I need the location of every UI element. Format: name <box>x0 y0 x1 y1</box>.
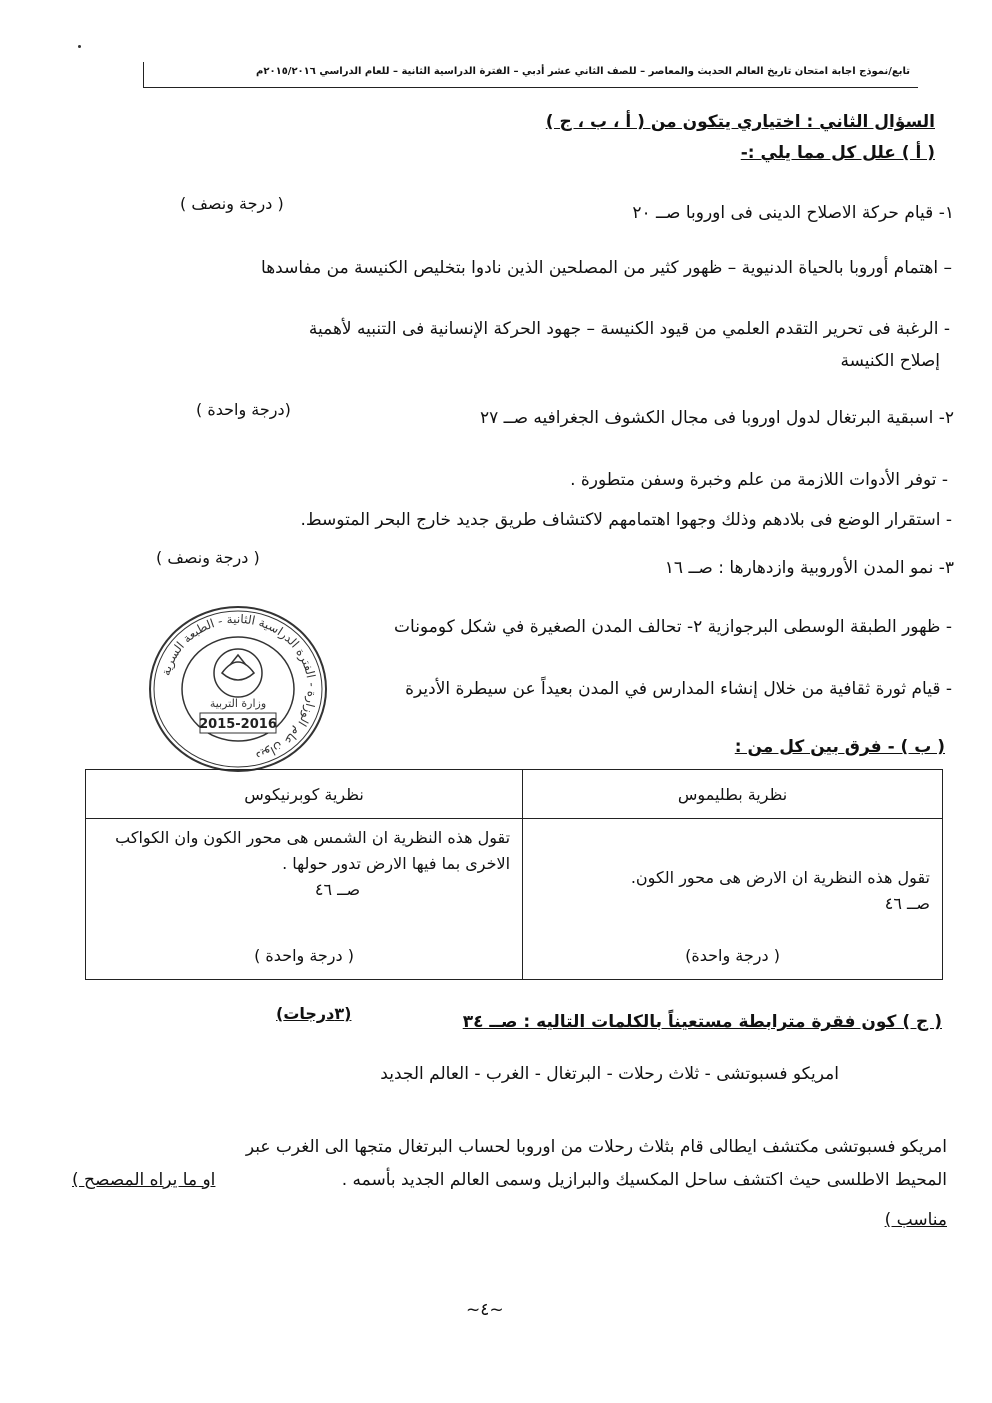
comparison-table <box>85 769 943 980</box>
official-stamp <box>146 603 330 775</box>
section-c-title: ( ج ) كون فقرة مترابطة مستعيناً بالكلمات التاليه : صــ ٣٤ <box>462 1012 942 1032</box>
stamp-year: 2015-2016 <box>199 717 277 732</box>
section-c-grade: (٣درجات) <box>276 1004 352 1023</box>
item-2-answer-2: - استقرار الوضع فى بلادهم وذلك وجهوا اهتمامهم لاكتشاف طريق جديد خارج البحر المتوسط. <box>300 510 952 530</box>
item-3-answer-2: - قيام ثورة ثقافية من خلال إنشاء المدارس في المدن بعيداً عن سيطرة الأديرة <box>405 679 952 699</box>
ptolemy-header: نظرية بطليموس <box>523 770 943 819</box>
item-1-question: ١- قيام حركة الاصلاح الدينى فى اوروبا صــ ٢٠ <box>632 203 954 223</box>
copernicus-body: تقول هذه النظرية ان الشمس هى محور الكون وان الكواكب الاخرى بما فيها الارض تدور حولها . <box>115 828 511 873</box>
section-c-keywords: امريكو فسبوتشى - ثلاث رحلات - البرتغال - الغرب - العالم الجديد <box>380 1064 839 1084</box>
item-2-question: ٢- اسبقية البرتغال لدول اوروبا فى مجال الكشوف الجغرافيه صــ ٢٧ <box>479 408 954 428</box>
item-3-grade: ( درجة ونصف ) <box>156 548 260 567</box>
section-c-answer-1: امريكو فسبوتشى مكتشف ايطالى قام بثلاث رحلات من اوروبا لحساب البرتغال متجها الى الغرب عبر <box>245 1137 947 1157</box>
item-2-answer-1: - توفر الأدوات اللازمة من علم وخبرة وسفن متطورة . <box>570 470 948 490</box>
ptolemy-grade: ( درجة واحدة) <box>685 946 780 965</box>
page-number: ~٤~ <box>466 1300 504 1320</box>
section-c-answer-2: المحيط الاطلسى حيث اكتشف ساحل المكسيك والبرازيل وسمى العالم الجديد بأسمه . <box>341 1170 947 1190</box>
stamp-ministry: وزارة التربية <box>209 697 267 710</box>
ptolemy-body: تقول هذه النظرية ان الارض هى محور الكون. <box>630 868 930 887</box>
copernicus-page: صــ ٤٦ <box>314 880 361 899</box>
copernicus-grade: ( درجة واحدة ) <box>254 946 354 965</box>
copernicus-header: نظرية كوبرنيكوس <box>86 770 523 819</box>
scan-speck <box>78 45 81 48</box>
section-b-title: ( ب ) - فرق بين كل من : <box>734 737 945 757</box>
item-3-answer-1: - ظهور الطبقة الوسطى البرجوازية ٢- تحالف المدن الصغيرة في شكل كومونات <box>394 617 952 637</box>
ptolemy-cell <box>523 819 943 980</box>
question-title: السؤال الثاني : اختياري يتكون من ( أ ، ب ، ج ) <box>545 112 935 132</box>
copernicus-cell <box>86 819 523 980</box>
item-1-answer-3: إصلاح الكنيسة <box>840 351 940 371</box>
section-c-note: ( او ما يراه المصصح <box>72 1170 216 1190</box>
stamp-ring-text: ديوان عام الوزارة - الفترة الدراسية الثانية - الطبعة السرية <box>158 611 320 764</box>
section-a-title: ( أ ) علل كل مما يلي :- <box>740 143 935 163</box>
item-1-answer-2: - الرغبة فى تحرير التقدم العلمي من قيود الكنيسة – جهود الحركة الإنسانية فى التنبيه لأهمية <box>308 319 950 339</box>
ptolemy-page: صــ ٤٦ <box>884 894 930 913</box>
item-3-question: ٣- نمو المدن الأوروبية وازدهارها : صــ ١٦ <box>664 558 954 578</box>
exam-header: تابع/نموذج اجابة امتحان تاريخ العالم الحديث والمعاصر – للصف الثاني عشر أدبي – الفترة الدراسية الثانية – للعام الدراسي ٢٠١٥/٢٠١٦م <box>256 66 910 77</box>
section-c-note-2: مناسب ) <box>884 1210 947 1230</box>
item-2-grade: ( درجة واحدة) <box>196 400 291 419</box>
item-1-grade: ( درجة ونصف ) <box>180 194 284 213</box>
item-1-answer-1: – اهتمام أوروبا بالحياة الدنيوية – ظهور كثير من المصلحين الذين نادوا بتخليص الكنيسة من مفاسدها <box>261 258 952 278</box>
